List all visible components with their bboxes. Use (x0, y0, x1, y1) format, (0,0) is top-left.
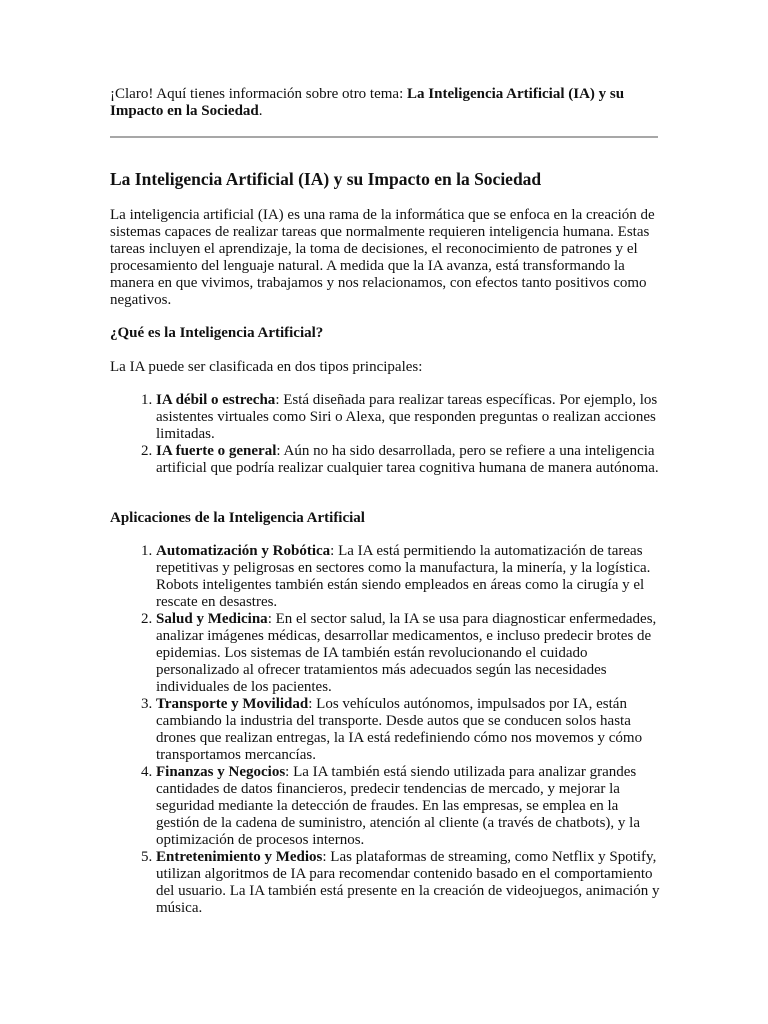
list-item (156, 543, 662, 611)
ai-types-list (110, 392, 662, 477)
list-item-text: : Las plataformas de streaming, como Netflix y Spotify, utilizan algoritmos de IA para recomendar contenido basado en el comportamiento del usuario. La IA también está presente en la creación de videojuegos, animación y música. (156, 849, 660, 916)
list-item (156, 849, 662, 917)
list-item (156, 696, 662, 764)
intro-suffix: . (258, 103, 263, 119)
section-heading-what-is-ai: ¿Qué es la Inteligencia Artificial? (110, 325, 324, 341)
list-item-term: Salud y Medicina (156, 611, 268, 627)
list-item-text: : La IA está permitiendo la automatización de tareas repetitivas y peligrosas en sectores como la manufactura, la minería, y la logística. Robots inteligentes también están siendo empleados en áreas como la cirugía y el rescate en desastres. (156, 543, 651, 610)
list-item-text: : La IA también está siendo utilizada para analizar grandes cantidades de datos financieros, predecir tendencias de mercado, y mejorar la seguridad mediante la detección de fraudes. En las empresas, se emplea en la gestión de la cadena de suministro, atención al cliente (a través de chatbots), y la optimización de procesos internos. (156, 764, 640, 848)
ai-applications-list (110, 543, 662, 917)
list-item-term: Finanzas y Negocios (156, 764, 286, 780)
article-title: La Inteligencia Artificial (IA) y su Impacto en la Sociedad (110, 169, 542, 189)
list-item-text: : Los vehículos autónomos, impulsados por IA, están cambiando la industria del transporte. Desde autos que se conducen solos hasta drones que realizan entregas, la IA está redefiniendo cómo nos movemos y cómo transportamos mercancías. (156, 696, 643, 763)
list-item-term: Transporte y Movilidad (156, 696, 309, 712)
list-item-text: : Aún no ha sido desarrollada, pero se refiere a una inteligencia artificial que podría realizar cualquier tarea cognitiva humana de manera autónoma. (156, 443, 659, 476)
list-item-term: IA débil o estrecha (156, 392, 276, 408)
list-item-text: : En el sector salud, la IA se usa para diagnosticar enfermedades, analizar imágenes médicas, desarrollar medicamentos, e incluso predecir brotes de epidemias. Los sistemas de IA también están revolucionando el cuidado personalizado al ofrecer tratamientos más adecuados según las necesidades individuales de los pacientes. (156, 611, 657, 695)
intro-paragraph: La inteligencia artificial (IA) es una rama de la informática que se enfoca en la creación de sistemas capaces de realizar tareas que normalmente requieren inteligencia humana. Estas tareas incluyen el aprendizaje, la toma de decisiones, el reconocimiento de patrones y el procesamiento del lenguaje natural. A medida que la IA avanza, está transformando la manera en que vivimos, trabajamos y nos relacionamos, con efectos tanto positivos como negativos. (110, 207, 655, 308)
intro-prefix: ¡Claro! Aquí tienes información sobre otro tema: (110, 86, 408, 102)
horizontal-rule (110, 136, 658, 138)
list-item-term: IA fuerte o general (156, 443, 277, 459)
list-item (156, 611, 662, 696)
section-lead: La IA puede ser clasificada en dos tipos principales: (110, 359, 423, 375)
intro-line (110, 86, 670, 120)
list-item-term: Automatización y Robótica (156, 543, 331, 559)
intro-topic: La Inteligencia Artificial (IA) y su Impacto en la Sociedad (110, 86, 625, 119)
list-item-text: : Está diseñada para realizar tareas específicas. Por ejemplo, los asistentes virtuales como Siri o Alexa, que responden preguntas o realizan acciones limitadas. (156, 392, 658, 442)
list-item (156, 764, 662, 849)
list-item (156, 392, 662, 443)
list-item-term: Entretenimiento y Medios (156, 849, 323, 865)
list-item (156, 443, 662, 477)
section-heading-applications: Aplicaciones de la Inteligencia Artificial (110, 510, 365, 526)
